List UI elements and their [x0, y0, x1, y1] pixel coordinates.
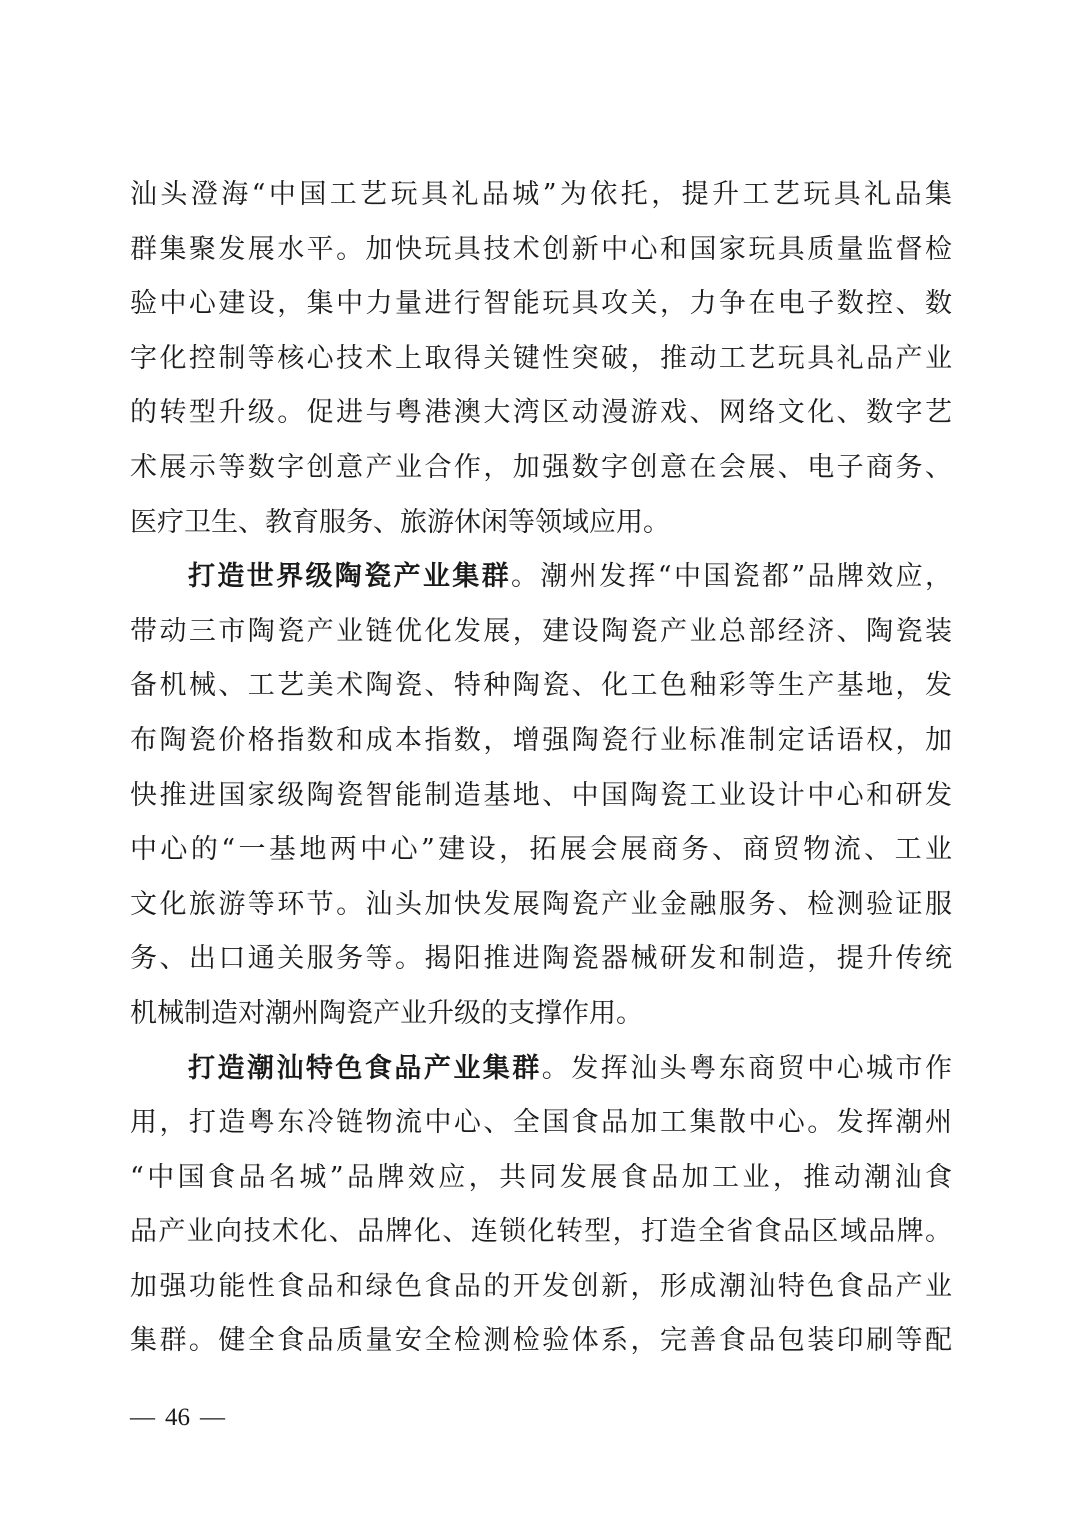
- paragraph-ceramics: [130, 550, 952, 1041]
- text-line: 带动三市陶瓷产业链优化发展，建设陶瓷产业总部经济、陶瓷装: [130, 615, 952, 647]
- text-line: 务、出口通关服务等。揭阳推进陶瓷器械研发和制造，提升传统: [130, 943, 952, 975]
- text-line: 的转型升级。促进与粤港澳大湾区动漫游戏、网络文化、数字艺: [130, 397, 952, 429]
- text-line: 汕头澄海“中国工艺玩具礼品城”为依托，提升工艺玩具礼品集: [130, 179, 952, 210]
- text-line: 品产业向技术化、品牌化、连锁化转型，打造全省食品区域品牌。: [130, 1216, 952, 1248]
- text-line: 加强功能性食品和绿色食品的开发创新，形成潮汕特色食品产业: [130, 1270, 952, 1302]
- text-line: 用，打造粤东冷链物流中心、全国食品加工集散中心。发挥潮州: [130, 1107, 952, 1139]
- text-line: 文化旅游等环节。汕头加快发展陶瓷产业金融服务、检测验证服: [130, 888, 952, 920]
- text-line: 集群。健全食品质量安全检测检验体系，完善食品包装印刷等配: [130, 1325, 952, 1357]
- body-text: [130, 168, 952, 1369]
- text-line: [130, 550, 952, 605]
- heading-continuation: 。发挥汕头粤东商贸中心城市作: [541, 1052, 952, 1084]
- text-line: 快推进国家级陶瓷智能制造基地、中国陶瓷工业设计中心和研发: [130, 779, 952, 811]
- text-line: 备机械、工艺美术陶瓷、特种陶瓷、化工色釉彩等生产基地，发: [130, 670, 952, 702]
- section-heading-food: 打造潮汕特色食品产业集群: [188, 1052, 542, 1084]
- paragraph-toys: [130, 168, 952, 550]
- text-line: [130, 1042, 952, 1097]
- page-number: 46: [165, 1404, 190, 1431]
- text-line: 布陶瓷价格指数和成本指数，增强陶瓷行业标准制定话语权，加: [130, 724, 952, 756]
- text-line: 术展示等数字创意产业合作，加强数字创意在会展、电子商务、: [130, 451, 952, 483]
- footer-dash-right: —: [200, 1404, 225, 1431]
- paragraph-food: [130, 1042, 952, 1370]
- text-line: 字化控制等核心技术上取得关键性突破，推动工艺玩具礼品产业: [130, 342, 952, 374]
- text-line: 群集聚发展水平。加快玩具技术创新中心和国家玩具质量监督检: [130, 233, 952, 265]
- heading-continuation: 。潮州发挥“中国瓷都”品牌效应，: [510, 561, 952, 593]
- text-line: 验中心建设，集中力量进行智能玩具攻关，力争在电子数控、数: [130, 288, 952, 320]
- text-line: 中心的“一基地两中心”建设，拓展会展商务、商贸物流、工业: [130, 834, 952, 866]
- text-line: “中国食品名城”品牌效应，共同发展食品加工业，推动潮汕食: [130, 1161, 952, 1193]
- section-heading-ceramics: 打造世界级陶瓷产业集群: [188, 561, 511, 593]
- footer-dash-left: —: [130, 1404, 155, 1431]
- text-line: 机械制造对潮州陶瓷产业升级的支撑作用。: [130, 997, 643, 1029]
- page-number-footer: [130, 1396, 225, 1440]
- text-line: 医疗卫生、教育服务、旅游休闲等领域应用。: [130, 506, 670, 538]
